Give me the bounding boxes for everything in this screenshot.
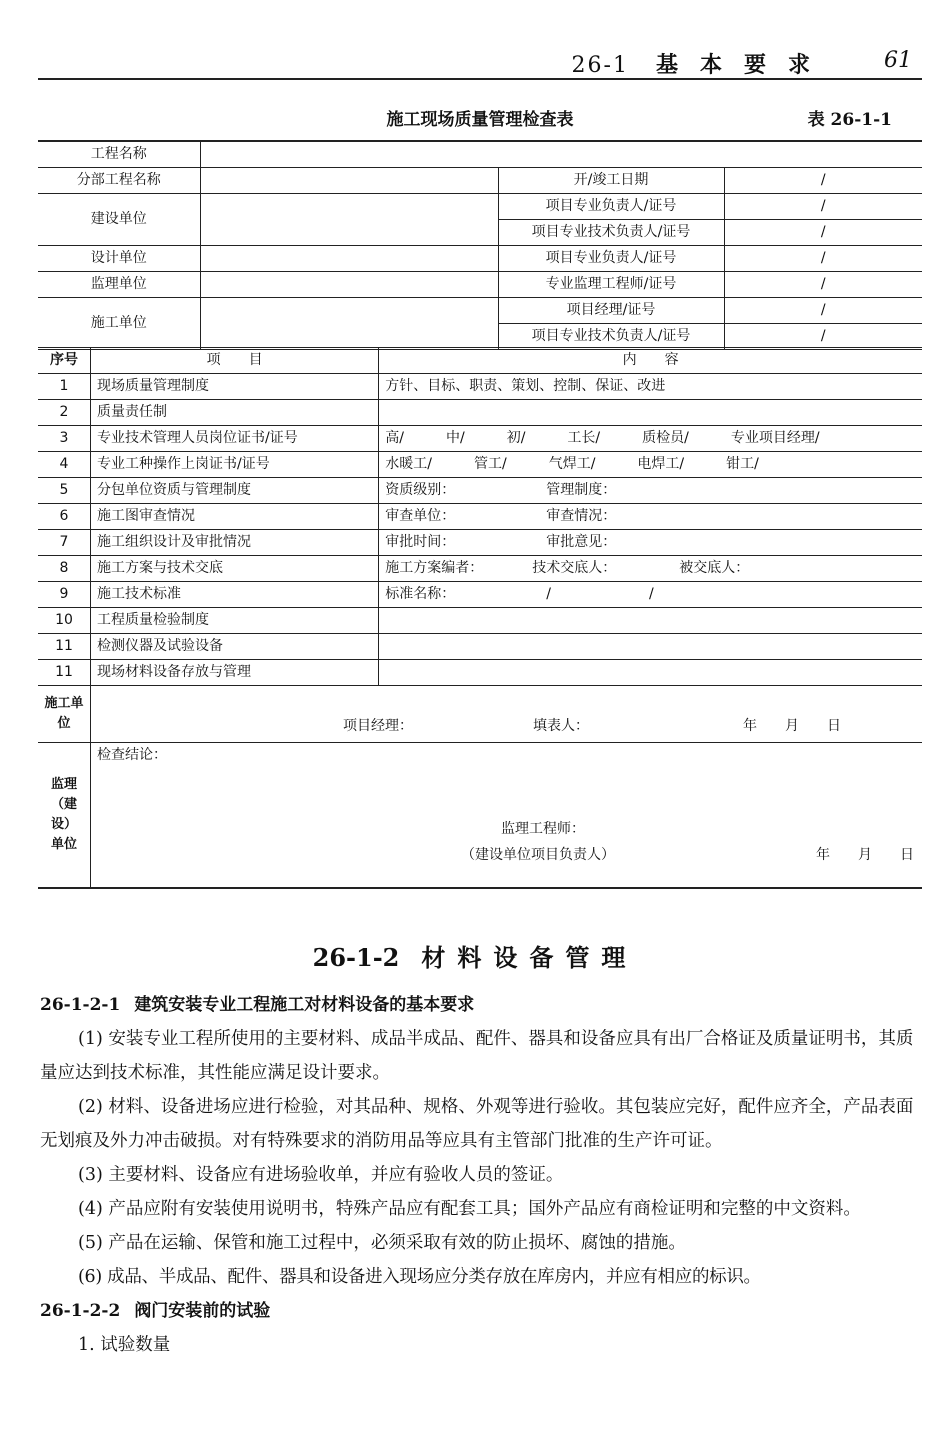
- row-number: 2: [38, 400, 91, 426]
- table-row: [38, 194, 922, 220]
- engineer-label: 监理工程师：: [501, 821, 585, 837]
- row-number: 5: [38, 478, 91, 504]
- table-row: [38, 608, 922, 634]
- value-date: /: [724, 168, 922, 194]
- row-item: 工程质量检验制度: [91, 608, 379, 634]
- row-item: 专业技术管理人员岗位证书/证号: [91, 426, 379, 452]
- table-row: [38, 298, 922, 324]
- row-content: 施工方案编者： 技术交底人： 被交底人：: [379, 556, 922, 582]
- supervisor-date: 年 月 日: [816, 847, 914, 863]
- row-number: 3: [38, 426, 91, 452]
- label-date: 开/竣工日期: [498, 168, 724, 194]
- table-row: [38, 556, 922, 582]
- label-supervisor: 监理单位: [38, 272, 200, 298]
- subsection-heading-1: [40, 988, 922, 1022]
- project-info-table: [38, 140, 922, 350]
- value-designer-lead: /: [724, 246, 922, 272]
- subsection-title: 阀门安装前的试验: [134, 1301, 271, 1321]
- row-number: 6: [38, 504, 91, 530]
- label-project-name: 工程名称: [38, 141, 200, 168]
- table-row: [38, 530, 922, 556]
- table-row: [38, 400, 922, 426]
- label-designer-lead: 项目专业负责人/证号: [498, 246, 724, 272]
- subsection-number: 26-1-2-1: [40, 995, 121, 1015]
- label-builder-lead: 项目专业负责人/证号: [498, 194, 724, 220]
- row-item: 专业工种操作上岗证书/证号: [91, 452, 379, 478]
- label-builder: 建设单位: [38, 194, 200, 246]
- section-title: 基本要求: [655, 52, 832, 78]
- paragraph: (4) 产品应附有安装使用说明书，特殊产品应有配套工具；国外产品应有商检证明和完整的中文资料。: [78, 1199, 861, 1219]
- row-number: 11: [38, 660, 91, 686]
- table-row: [38, 452, 922, 478]
- row-content: 标准名称： / /: [379, 582, 922, 608]
- label-designer: 设计单位: [38, 246, 200, 272]
- row-number: 1: [38, 374, 91, 400]
- label-contractor-tech: 项目专业技术负责人/证号: [498, 324, 724, 350]
- row-content: 审批时间： 审批意见：: [379, 530, 922, 556]
- row-item: 现场质量管理制度: [91, 374, 379, 400]
- subsection-number: 26-1-2-2: [40, 1301, 121, 1321]
- row-content: [379, 400, 922, 426]
- table-row: [38, 246, 922, 272]
- value-builder-tech: /: [724, 220, 922, 246]
- row-number: 4: [38, 452, 91, 478]
- label-sub-project: 分部工程名称: [38, 168, 200, 194]
- table-row: [38, 272, 922, 298]
- row-item: 施工技术标准: [91, 582, 379, 608]
- row-item: 施工图审查情况: [91, 504, 379, 530]
- row-item: 施工方案与技术交底: [91, 556, 379, 582]
- row-content: [379, 634, 922, 660]
- table-caption: [38, 105, 922, 135]
- col-header-content: 内 容: [379, 348, 922, 374]
- supervisor-sign-cell: [91, 743, 923, 889]
- table-number: 表 26-1-1: [807, 110, 892, 130]
- subsection-title: 建筑安装专业工程施工对材料设备的基本要求: [134, 995, 475, 1015]
- list-item: 1. 试验数量: [78, 1335, 171, 1355]
- table-row: [38, 478, 922, 504]
- row-number: 9: [38, 582, 91, 608]
- label-contractor-manager: 项目经理/证号: [498, 298, 724, 324]
- row-content: 审查单位： 审查情况：: [379, 504, 922, 530]
- manager-label: 项目经理：: [343, 718, 413, 734]
- supervisor-sign-row: [38, 743, 922, 889]
- row-content: 方针、目标、职责、策划、控制、保证、改进: [379, 374, 922, 400]
- col-header-item: 项 目: [91, 348, 379, 374]
- value-contractor-tech: /: [724, 324, 922, 350]
- section-number: 26-1: [571, 53, 629, 78]
- filler-label: 填表人：: [533, 718, 589, 734]
- row-content: 水暖工/ 管工/ 气焊工/ 电焊工/ 钳工/: [379, 452, 922, 478]
- table-row: [38, 634, 922, 660]
- col-header-no: 序号: [38, 348, 91, 374]
- value-project-name: [200, 141, 922, 168]
- section-heading: [0, 938, 950, 973]
- table-title: 施工现场质量管理检查表: [386, 110, 574, 130]
- paragraph: (5) 产品在运输、保管和施工过程中，必须采取有效的防止损坏、腐蚀的措施。: [78, 1233, 686, 1253]
- paragraph: (1) 安装专业工程所使用的主要材料、成品半成品、配件、器具和设备应具有出厂合格证及质量证明书，其质量应达到技术标准，其性能应满足设计要求。: [40, 1029, 914, 1083]
- table-header-row: [38, 348, 922, 374]
- contractor-date: 年 月 日: [743, 718, 841, 734]
- label-supervisor-engineer: 专业监理工程师/证号: [498, 272, 724, 298]
- subsection-heading-2: [40, 1294, 922, 1328]
- running-head: [572, 48, 832, 79]
- row-number: 11: [38, 634, 91, 660]
- paragraph: (2) 材料、设备进场应进行检验，对其品种、规格、外观等进行验收。其包装应完好，配件应齐全，产品表面无划痕及外力冲击破损。对有特殊要求的消防用品等应具有主管部门批准的生产许可证。: [40, 1097, 914, 1151]
- row-number: 7: [38, 530, 91, 556]
- paragraph: (6) 成品、半成品、配件、器具和设备进入现场应分类存放在库房内，并应有相应的标识。: [78, 1267, 761, 1287]
- row-content: [379, 660, 922, 686]
- value-contractor-manager: /: [724, 298, 922, 324]
- contractor-sign-cell: [91, 686, 923, 743]
- table-row: [38, 141, 922, 168]
- table-row: [38, 660, 922, 686]
- row-item: 检测仪器及试验设备: [91, 634, 379, 660]
- value-supervisor-engineer: /: [724, 272, 922, 298]
- row-item: 施工组织设计及审批情况: [91, 530, 379, 556]
- value-designer: [200, 246, 498, 272]
- body-text: [40, 988, 922, 1362]
- row-content: 资质级别： 管理制度：: [379, 478, 922, 504]
- paragraph: (3) 主要材料、设备应有进场验收单，并应有验收人员的签证。: [78, 1165, 564, 1185]
- row-content: 高/ 中/ 初/ 工长/ 质检员/ 专业项目经理/: [379, 426, 922, 452]
- label-contractor: 施工单位: [38, 298, 200, 350]
- label-supervisor-sign: 监理（建设）单位: [38, 743, 91, 889]
- row-content: [379, 608, 922, 634]
- check-items-table: [38, 347, 922, 889]
- row-number: 10: [38, 608, 91, 634]
- row-item: 分包单位资质与管理制度: [91, 478, 379, 504]
- section-heading-title: 材料设备管理: [421, 944, 638, 972]
- table-row: [38, 168, 922, 194]
- page-header: [38, 40, 922, 80]
- value-builder-lead: /: [724, 194, 922, 220]
- table-row: [38, 504, 922, 530]
- row-number: 8: [38, 556, 91, 582]
- conclusion-label: 检查结论：: [97, 747, 167, 763]
- row-item: 质量责任制: [91, 400, 379, 426]
- section-heading-number: 26-1-2: [312, 943, 400, 972]
- contractor-sign-row: [38, 686, 922, 743]
- value-builder: [200, 194, 498, 246]
- label-builder-tech: 项目专业技术负责人/证号: [498, 220, 724, 246]
- value-supervisor: [200, 272, 498, 298]
- row-item: 现场材料设备存放与管理: [91, 660, 379, 686]
- table-row: [38, 374, 922, 400]
- table-row: [38, 426, 922, 452]
- value-contractor: [200, 298, 498, 350]
- value-sub-project: [200, 168, 498, 194]
- table-row: [38, 582, 922, 608]
- builder-lead-label: （建设单位项目负责人）: [461, 847, 615, 863]
- page-number: 61: [884, 48, 912, 73]
- label-contractor-sign: 施工单位: [38, 686, 91, 743]
